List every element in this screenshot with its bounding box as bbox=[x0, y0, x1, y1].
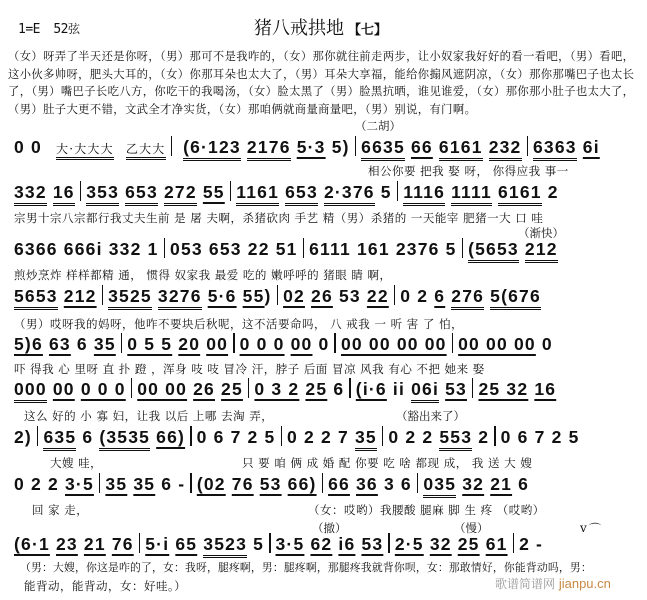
note-group: 2·5 bbox=[394, 534, 424, 554]
note-group: 53 bbox=[259, 474, 282, 494]
note-group: 2376 bbox=[395, 239, 440, 259]
note-group: ii bbox=[392, 379, 406, 399]
note-group: 32 bbox=[462, 474, 485, 494]
note-group: 3525 bbox=[108, 286, 152, 310]
note-group: 61 bbox=[485, 534, 508, 554]
barline bbox=[121, 333, 123, 353]
note-group: 2 - bbox=[519, 534, 544, 554]
barline bbox=[388, 533, 390, 553]
score-row-1 bbox=[0, 136, 647, 160]
note-group: (6·123 bbox=[183, 137, 241, 161]
note-group: 5)6 bbox=[14, 334, 43, 354]
note-group: 6 - bbox=[161, 474, 186, 494]
note-group: 5 bbox=[445, 239, 457, 259]
note-group: 6i bbox=[582, 137, 600, 157]
note-group: 53 bbox=[338, 286, 361, 306]
barline bbox=[494, 426, 496, 446]
note-group: 5·i bbox=[145, 534, 170, 554]
note-group: 272 bbox=[164, 182, 197, 206]
barline bbox=[397, 181, 399, 201]
watermark bbox=[495, 575, 611, 592]
annotation-jiankuai: （渐快） bbox=[518, 226, 564, 240]
note-group: 2·376 bbox=[324, 182, 375, 206]
note-group: 161 bbox=[356, 239, 390, 259]
note-group: (i·6 bbox=[355, 379, 387, 399]
note-group: (3535 bbox=[99, 427, 150, 451]
barline bbox=[349, 378, 351, 398]
lyrics-line-8a: 回 家 走， bbox=[32, 503, 89, 517]
barline bbox=[281, 426, 283, 446]
note-group: 6 bbox=[434, 286, 446, 306]
note-group: 2 bbox=[478, 427, 490, 447]
fermata-icon: ⌒ bbox=[589, 522, 602, 536]
note-group: 22 bbox=[247, 239, 270, 259]
barline bbox=[452, 333, 454, 353]
intro-dialogue: （女）呀弄了半天还是你呀，（男）那可不是我咋的，（女）那你就往前走两步，让小奴家我好好的看一看吧，（男）看吧，这小伙多帅呀，肥头大耳的，（女）你那耳朵也太大了，（男）耳朵大享福，能给你搧风遮阴凉，（女）那你那嘴巴子也太长了，（男）嘴巴子长吃八方，你吃干的我喝汤，（女）脸太黑了（男）脸黑抗晒，谁见谁爱，（女）那你那小肚子也太大了，（男）肚子大更不错，文武全才净实货，（女）那咱俩就商量商量吧，（男）别说，有门啊。 bbox=[8, 50, 635, 116]
watermark-cn: 歌谱简谱网 bbox=[495, 577, 556, 591]
lyrics-line-6: 这么 好的 小 寡 妇，让我 以后 上哪 去淘 弄， bbox=[24, 409, 274, 423]
note-group: 553 bbox=[439, 427, 472, 451]
note-group: 76 bbox=[231, 474, 254, 494]
note-group: 21 bbox=[490, 474, 513, 494]
lyrics-line-2: 宗男十宗八宗都行我丈夫生前 是 屠 夫啊，杀猪砍肉 手艺 精（男）杀猪的 一天能宰 肥猪一大 口 哇 bbox=[14, 211, 544, 225]
note-group: 00 bbox=[290, 334, 313, 354]
note-group: 653 bbox=[285, 182, 318, 206]
score-row-3 bbox=[0, 238, 647, 262]
note-group: 20 bbox=[178, 334, 201, 354]
note-group: 5(676 bbox=[490, 286, 541, 310]
note-group: 1116 bbox=[403, 182, 445, 206]
note-group: 02 bbox=[283, 286, 305, 306]
note-group: 25 bbox=[221, 379, 243, 399]
note-group: 0 2 2 bbox=[14, 474, 59, 494]
note-group: 666i bbox=[63, 239, 103, 259]
note-group: 0 bbox=[541, 334, 553, 354]
note-group: 5 bbox=[253, 534, 264, 554]
lyrics-line-8b: （女：哎哟）我腰酸 腿麻 脚 生 疼 （哎哟） bbox=[308, 503, 545, 517]
note-group: 332 bbox=[14, 182, 47, 206]
percussion-group: 乙大大 bbox=[126, 142, 166, 160]
barline bbox=[37, 426, 39, 446]
note-group: 6111 bbox=[309, 239, 351, 259]
notes bbox=[14, 136, 600, 158]
tuning-label: 52 bbox=[53, 22, 68, 37]
note-group: 3·5 bbox=[65, 474, 94, 494]
lyrics-line-4: （男）哎呀我的妈呀，他咋不要块后秋呢，这不活要命吗， 八 戒我 一 听 害 了 怕， bbox=[14, 317, 464, 331]
note-group: 3276 bbox=[158, 286, 202, 310]
barline bbox=[171, 136, 173, 156]
note-group: 1111 bbox=[451, 182, 492, 206]
breath-mark-icon: v bbox=[580, 521, 587, 535]
notes bbox=[14, 333, 553, 355]
barline bbox=[417, 473, 419, 493]
note-group: 66) bbox=[287, 474, 317, 494]
barline bbox=[248, 378, 250, 398]
note-group: 276 bbox=[451, 286, 484, 310]
song-title bbox=[254, 14, 387, 40]
note-group: 00 00 00 bbox=[458, 334, 536, 354]
note-group: 000 bbox=[14, 379, 47, 403]
note-group: 35 bbox=[355, 427, 377, 451]
note-group: 0 3 2 bbox=[254, 379, 300, 399]
note-group: 332 bbox=[108, 239, 142, 259]
notes bbox=[14, 473, 529, 495]
barline bbox=[472, 378, 474, 398]
annotation-che: （撤） bbox=[312, 521, 347, 535]
note-group: 6 bbox=[76, 334, 88, 354]
lyrics-line-7a: 大嫂 哇， bbox=[50, 456, 103, 470]
barline bbox=[164, 238, 166, 258]
score-row-4 bbox=[0, 285, 647, 309]
note-group: 0 5 5 bbox=[127, 334, 173, 354]
note-group: 26 bbox=[311, 286, 333, 306]
note-group: 3 6 bbox=[383, 474, 412, 494]
note-group: 6161 bbox=[439, 137, 483, 161]
barline bbox=[303, 238, 305, 258]
note-group: 0 0 0 bbox=[239, 334, 285, 354]
watermark-site: jianpu.cn bbox=[558, 576, 611, 591]
note-group: 06i bbox=[411, 379, 439, 403]
notes: 5653 212 3525 3276 5·6 55) 02 26 53 22 0 2 6 276 5(676 bbox=[14, 285, 541, 307]
barline bbox=[355, 136, 357, 156]
percussion-group: 大·大大大 bbox=[56, 142, 114, 160]
note-group: 035 bbox=[423, 474, 456, 498]
barline bbox=[190, 426, 192, 446]
annotation-huochulaile: （豁出来了） bbox=[396, 409, 465, 423]
barline bbox=[139, 533, 141, 553]
barline bbox=[527, 136, 529, 156]
key-signature bbox=[18, 20, 79, 37]
note-group: 212 bbox=[63, 286, 97, 306]
note-group: 32 bbox=[429, 534, 452, 554]
note-group: 3·5 bbox=[275, 534, 305, 554]
note-group: 00 bbox=[206, 334, 229, 354]
barline bbox=[382, 426, 384, 446]
note-group: 5·3 bbox=[296, 137, 326, 157]
notes bbox=[14, 378, 556, 400]
note-group: 0 2 2 7 bbox=[287, 427, 349, 447]
note-group: 5653 bbox=[14, 286, 58, 310]
lyrics-line-1: 相公你要 把我 娶 呀， 你得应我 事一 bbox=[368, 164, 569, 178]
note-group: 6 bbox=[333, 379, 345, 399]
note-group: (6·1 bbox=[14, 534, 50, 554]
barline bbox=[394, 285, 396, 305]
note-group: 0 0 0 bbox=[80, 379, 126, 399]
note-group: 6363 bbox=[533, 137, 577, 161]
note-group: 25 bbox=[305, 379, 328, 399]
note-group: 76 bbox=[111, 534, 134, 554]
note-group: 53 bbox=[445, 379, 467, 399]
note-group: i6 bbox=[338, 534, 356, 554]
note-group: 36 bbox=[356, 474, 378, 494]
lyrics-line-9: （男：大嫂，你这是咋的了，女：我呀，腿疼啊，男：腿疼啊，那腿疼我就背你呗，女：那敢情好，你能背动吗，男： bbox=[20, 561, 592, 574]
note-group: 5 bbox=[380, 182, 392, 202]
notes bbox=[14, 238, 558, 260]
barline bbox=[131, 378, 133, 398]
barline bbox=[233, 333, 235, 353]
note-group: 23 bbox=[55, 534, 78, 554]
note-group: 653 bbox=[208, 239, 242, 259]
note-group: 35 bbox=[105, 474, 128, 494]
note-group: 66 bbox=[328, 474, 350, 494]
note-group: 2) bbox=[14, 427, 32, 447]
note-group: 6 bbox=[518, 474, 530, 494]
note-group: 353 bbox=[86, 182, 119, 206]
note-group: 63 bbox=[48, 334, 71, 354]
lyrics-line-3: 煎炒烹炸 样样都精 通， 惯得 奴家我 最爱 吃的 嫩呼呼的 猪眼 睛 啊， bbox=[14, 268, 392, 282]
note-group: 16 bbox=[534, 379, 557, 399]
note-group: (5653 bbox=[468, 239, 519, 263]
notes bbox=[14, 426, 580, 448]
note-group: 0 6 7 2 5 bbox=[196, 427, 276, 447]
note-group: 62 bbox=[310, 534, 333, 554]
lyrics-line-5: 吓 得我 心 里呀 直 扑 蹬 ，浑身 吱 吱 冒冷 汗，脖子 后面 冒凉 风我 有心 不把 她来 娶 bbox=[14, 362, 485, 376]
note-group: 00 00 bbox=[137, 379, 188, 399]
barline bbox=[322, 473, 324, 493]
note-group: 55 bbox=[202, 182, 225, 202]
score-row-6 bbox=[0, 378, 647, 402]
note-group: 26 bbox=[193, 379, 215, 399]
score-row-9 bbox=[0, 533, 647, 557]
notes bbox=[14, 533, 543, 555]
note-group: 2 bbox=[547, 182, 559, 202]
note-group: 53 bbox=[361, 534, 384, 554]
lyrics-line-10: 能背动，能背动，女：好哇。） bbox=[24, 579, 187, 593]
title-text: 猪八戒拱地 bbox=[254, 18, 344, 39]
note-group: 6635 bbox=[361, 137, 405, 161]
note-group: 053 bbox=[170, 239, 203, 259]
note-group: 653 bbox=[125, 182, 158, 206]
barline bbox=[80, 181, 82, 201]
barline bbox=[190, 473, 192, 493]
note-group: 35 bbox=[133, 474, 156, 494]
note-group: 21 bbox=[83, 534, 106, 554]
barline bbox=[269, 533, 271, 553]
note-group: 5) bbox=[331, 137, 350, 157]
rest-notes: 0 0 bbox=[14, 137, 42, 157]
note-group: 25 32 bbox=[478, 379, 529, 399]
note-group: 0 2 bbox=[400, 286, 429, 306]
score-row-2 bbox=[0, 181, 647, 205]
annotation-erhu: （二胡） bbox=[355, 119, 401, 133]
note-group: 16 bbox=[53, 182, 75, 206]
score-row-8 bbox=[0, 473, 647, 497]
barline bbox=[99, 473, 101, 493]
key-label: 1=E bbox=[18, 22, 40, 37]
note-group: 0 6 7 2 5 bbox=[500, 427, 580, 447]
note-group: 6366 bbox=[14, 239, 58, 259]
note-group: 66) bbox=[156, 427, 186, 447]
note-group: 5·6 bbox=[207, 286, 237, 306]
note-group: 212 bbox=[525, 239, 558, 263]
note-group: 66 bbox=[410, 137, 433, 157]
note-group: 25 bbox=[457, 534, 480, 554]
note-group: (02 bbox=[196, 474, 226, 494]
note-group: 232 bbox=[489, 137, 522, 161]
note-group: 1 bbox=[147, 239, 159, 259]
barline bbox=[230, 181, 232, 201]
note-group: 2176 bbox=[247, 137, 291, 161]
note-group: 51 bbox=[275, 239, 298, 259]
note-group: 65 bbox=[175, 534, 198, 554]
annotation-man: （慢） bbox=[454, 521, 489, 535]
note-group: 00 bbox=[52, 379, 75, 399]
note-group: 0 bbox=[318, 334, 330, 354]
note-group: 1161 bbox=[236, 182, 279, 206]
barline bbox=[462, 238, 464, 258]
note-group: 55 bbox=[242, 286, 265, 306]
note-group: 22 bbox=[366, 286, 389, 306]
lyrics-line-7b: 只 要 咱 俩 成 婚 配 你要 吃 啥 都现 成， 我 送 大 嫂 bbox=[242, 456, 533, 470]
note-group: 635 bbox=[43, 427, 76, 451]
barline bbox=[102, 285, 104, 305]
section-label: 【七】 bbox=[348, 23, 388, 38]
note-group: 0 2 2 bbox=[388, 427, 434, 447]
barline bbox=[277, 285, 279, 305]
note-group: 6161 bbox=[498, 182, 542, 206]
note-group: 00 00 00 00 bbox=[340, 334, 447, 354]
notes bbox=[14, 181, 559, 203]
score-row-7 bbox=[0, 426, 647, 450]
note-group: 35 bbox=[93, 334, 116, 354]
note-group: 6 bbox=[82, 427, 94, 447]
barline bbox=[334, 333, 336, 353]
tuning-suffix: 弦 bbox=[67, 22, 80, 36]
note-group: 3523 bbox=[203, 534, 247, 558]
barline bbox=[513, 533, 515, 553]
score-row-5 bbox=[0, 333, 647, 357]
